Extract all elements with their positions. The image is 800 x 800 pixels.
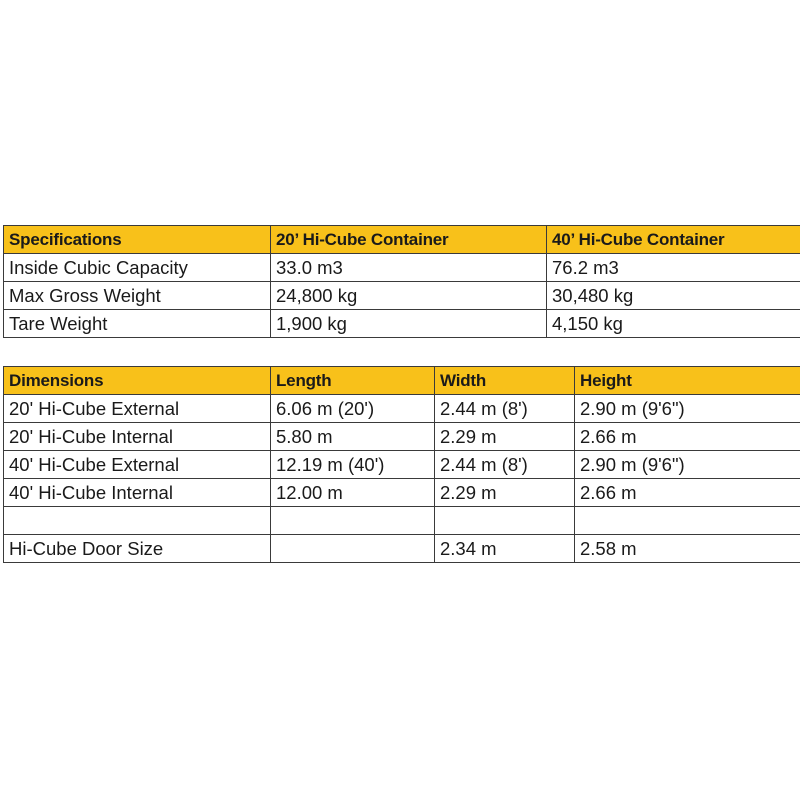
table-cell: 2.90 m (9'6") <box>575 395 800 423</box>
table-cell: 76.2 m3 <box>547 254 800 282</box>
table-cell: 6.06 m (20') <box>271 395 435 423</box>
table-header-row <box>4 367 800 395</box>
table-row <box>4 451 800 479</box>
table-cell: 5.80 m <box>271 423 435 451</box>
table-row <box>4 423 800 451</box>
table-cell: Tare Weight <box>4 310 271 338</box>
table-cell: 2.29 m <box>435 423 575 451</box>
table-cell: 33.0 m3 <box>271 254 547 282</box>
table-cell <box>575 507 800 535</box>
table-cell: 2.29 m <box>435 479 575 507</box>
header-cell: Dimensions <box>4 367 271 395</box>
table-cell: Max Gross Weight <box>4 282 271 310</box>
header-cell: Length <box>271 367 435 395</box>
table-cell: Inside Cubic Capacity <box>4 254 271 282</box>
dimensions-table <box>3 366 800 563</box>
table-row <box>4 310 800 338</box>
table-cell: 2.66 m <box>575 479 800 507</box>
table-cell: 2.34 m <box>435 535 575 563</box>
table-cell: 2.58 m <box>575 535 800 563</box>
table-cell: 2.44 m (8') <box>435 395 575 423</box>
table-row-empty <box>4 507 800 535</box>
table-cell <box>271 535 435 563</box>
table-cell: 2.90 m (9'6") <box>575 451 800 479</box>
table-cell: 12.00 m <box>271 479 435 507</box>
table-row <box>4 479 800 507</box>
table-cell: 30,480 kg <box>547 282 800 310</box>
table-cell: 1,900 kg <box>271 310 547 338</box>
table-cell: 2.66 m <box>575 423 800 451</box>
table-cell: 24,800 kg <box>271 282 547 310</box>
table-cell: 20' Hi-Cube External <box>4 395 271 423</box>
table-header-row <box>4 226 800 254</box>
table-cell: 4,150 kg <box>547 310 800 338</box>
header-cell: Specifications <box>4 226 271 254</box>
table-cell: 2.44 m (8') <box>435 451 575 479</box>
table-cell <box>271 507 435 535</box>
table-cell <box>4 507 271 535</box>
table-row <box>4 254 800 282</box>
table-row <box>4 535 800 563</box>
specifications-table <box>3 225 800 338</box>
table-cell: Hi-Cube Door Size <box>4 535 271 563</box>
table-row <box>4 282 800 310</box>
table-cell <box>435 507 575 535</box>
table-cell: 40' Hi-Cube External <box>4 451 271 479</box>
table-cell: 20' Hi-Cube Internal <box>4 423 271 451</box>
table-cell: 40' Hi-Cube Internal <box>4 479 271 507</box>
header-cell: Width <box>435 367 575 395</box>
header-cell: 40’ Hi-Cube Container <box>547 226 800 254</box>
header-cell: 20’ Hi-Cube Container <box>271 226 547 254</box>
table-cell: 12.19 m (40') <box>271 451 435 479</box>
header-cell: Height <box>575 367 800 395</box>
table-row <box>4 395 800 423</box>
